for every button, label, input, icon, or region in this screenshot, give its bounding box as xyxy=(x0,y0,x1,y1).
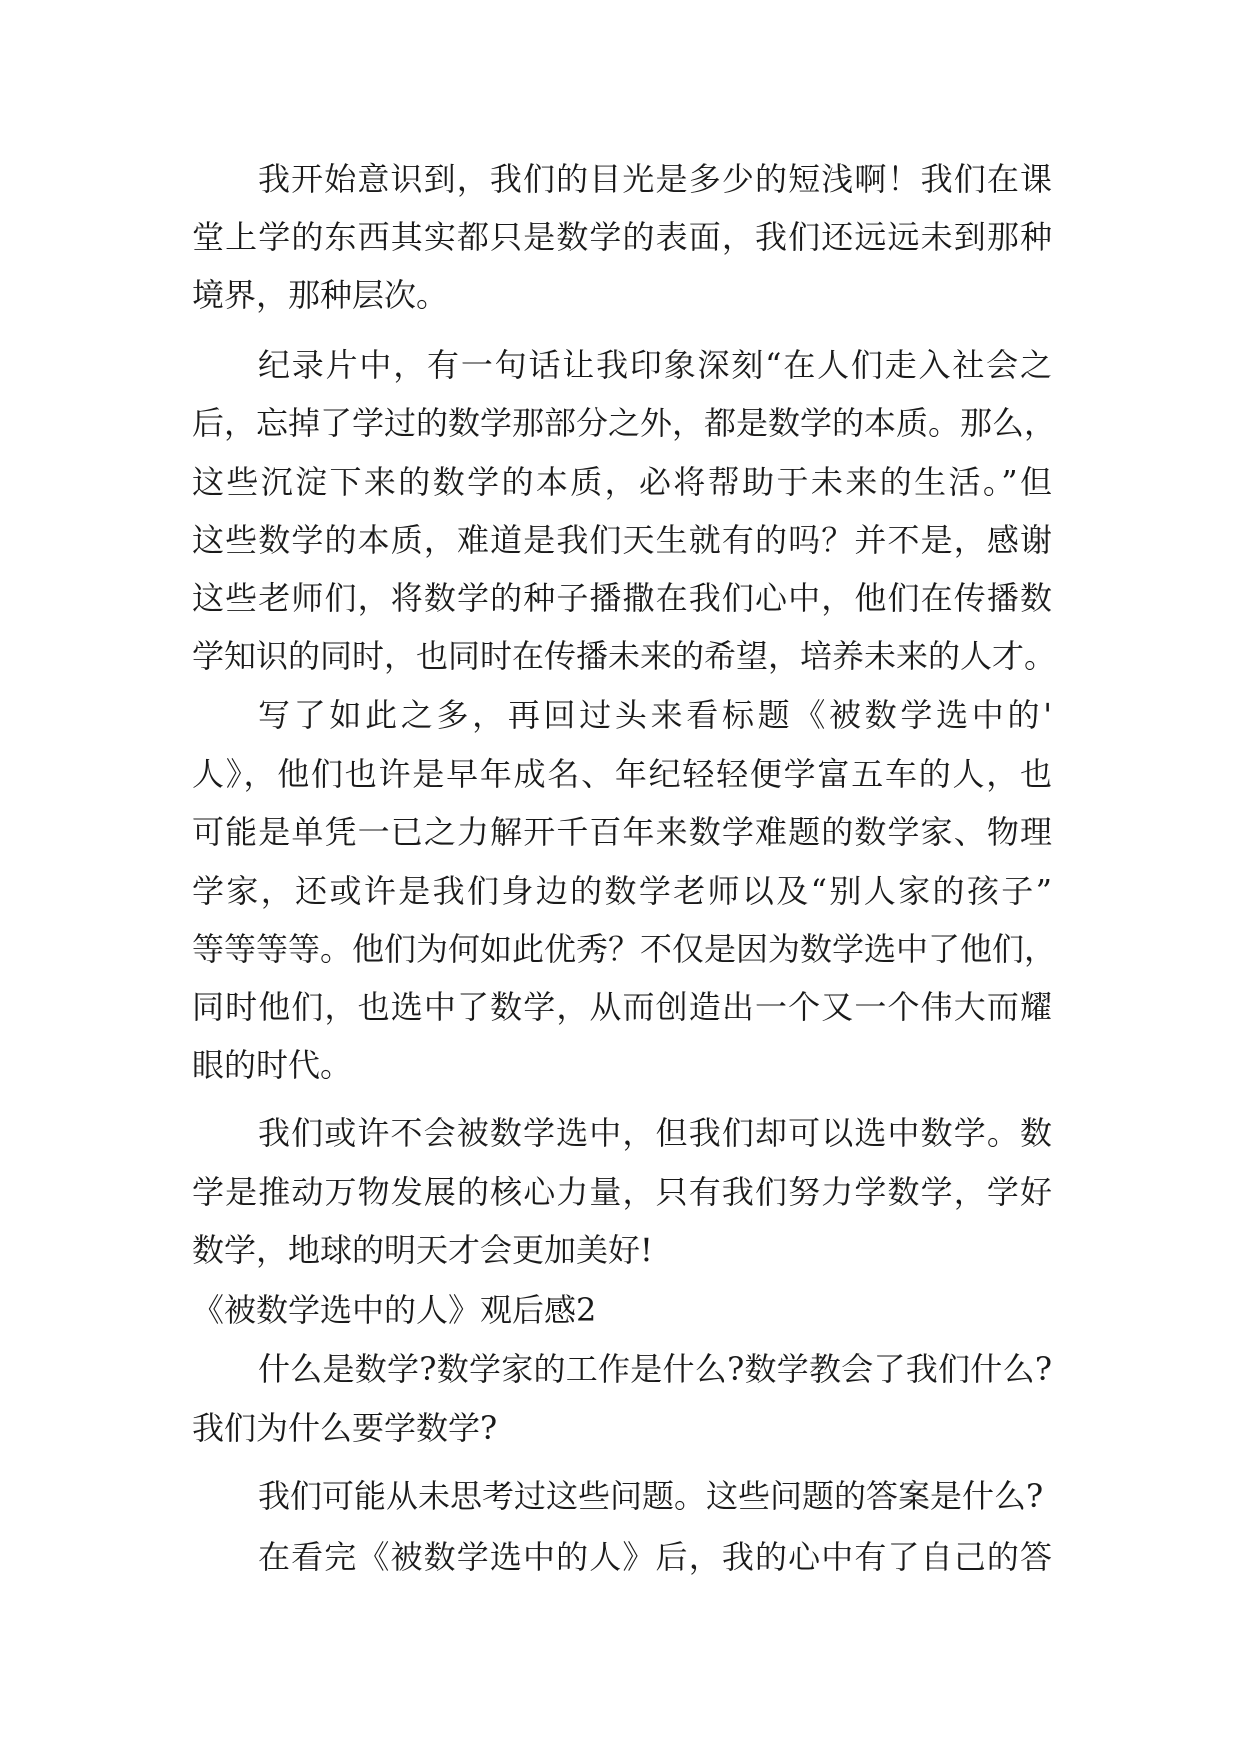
paragraph-3-line-7: 眼的时代。 xyxy=(192,1046,353,1084)
paragraph-3-line-2: 人》，他们也许是早年成名、年纪轻轻便学富五车的人，也 xyxy=(192,755,1052,793)
paragraph-3-line-5: 等等等等。他们为何如此优秀？不仅是因为数学选中了他们， xyxy=(192,930,1057,968)
paragraph-6-line-2: 我们为什么要学数学? xyxy=(192,1409,498,1447)
paragraph-2-line-6: 学知识的同时，也同时在传播未来的希望，培养未来的人才。 xyxy=(192,637,1057,675)
paragraph-2-line-2: 后，忘掉了学过的数学那部分之外，都是数学的本质。那么， xyxy=(192,404,1057,442)
paragraph-4-line-2: 学是推动万物发展的核心力量，只有我们努力学数学，学好 xyxy=(192,1173,1052,1211)
paragraph-1-line-3: 境界，那种层次。 xyxy=(192,276,449,314)
paragraph-2-line-3: 这些沉淀下来的数学的本质，必将帮助于未来的生活。”但 xyxy=(192,463,1052,501)
paragraph-3-line-1: 写了如此之多，再回过头来看标题《被数学选中的' xyxy=(258,696,1052,734)
paragraph-2-line-4: 这些数学的本质，难道是我们天生就有的吗？并不是，感谢 xyxy=(192,521,1052,559)
paragraph-6-line-1: 什么是数学?数学家的工作是什么?数学教会了我们什么? xyxy=(258,1350,1052,1388)
paragraph-4-line-1: 我们或许不会被数学选中，但我们却可以选中数学。数 xyxy=(258,1114,1052,1152)
paragraph-8-line-1: 在看完《被数学选中的人》后，我的心中有了自己的答 xyxy=(258,1538,1052,1576)
paragraph-1-line-2: 堂上学的东西其实都只是数学的表面，我们还远远未到那种 xyxy=(192,218,1052,256)
section-heading: 《被数学选中的人》观后感2 xyxy=(192,1291,597,1329)
paragraph-1-line-1: 我开始意识到，我们的目光是多少的短浅啊！我们在课 xyxy=(258,160,1052,198)
paragraph-7-line-1: 我们可能从未思考过这些问题。这些问题的答案是什么? xyxy=(258,1477,1044,1515)
paragraph-4-line-3: 数学，地球的明天才会更加美好! xyxy=(192,1231,653,1269)
paragraph-3-line-3: 可能是单凭一已之力解开千百年来数学难题的数学家、物理 xyxy=(192,813,1052,851)
paragraph-3-line-6: 同时他们，也选中了数学，从而创造出一个又一个伟大而耀 xyxy=(192,988,1052,1026)
paragraph-2-line-5: 这些老师们，将数学的种子播撒在我们心中，他们在传播数 xyxy=(192,579,1052,617)
paragraph-3-line-4: 学家，还或许是我们身边的数学老师以及“别人家的孩子” xyxy=(192,872,1052,910)
paragraph-2-line-1: 纪录片中，有一句话让我印象深刻“在人们走入社会之 xyxy=(258,346,1052,384)
